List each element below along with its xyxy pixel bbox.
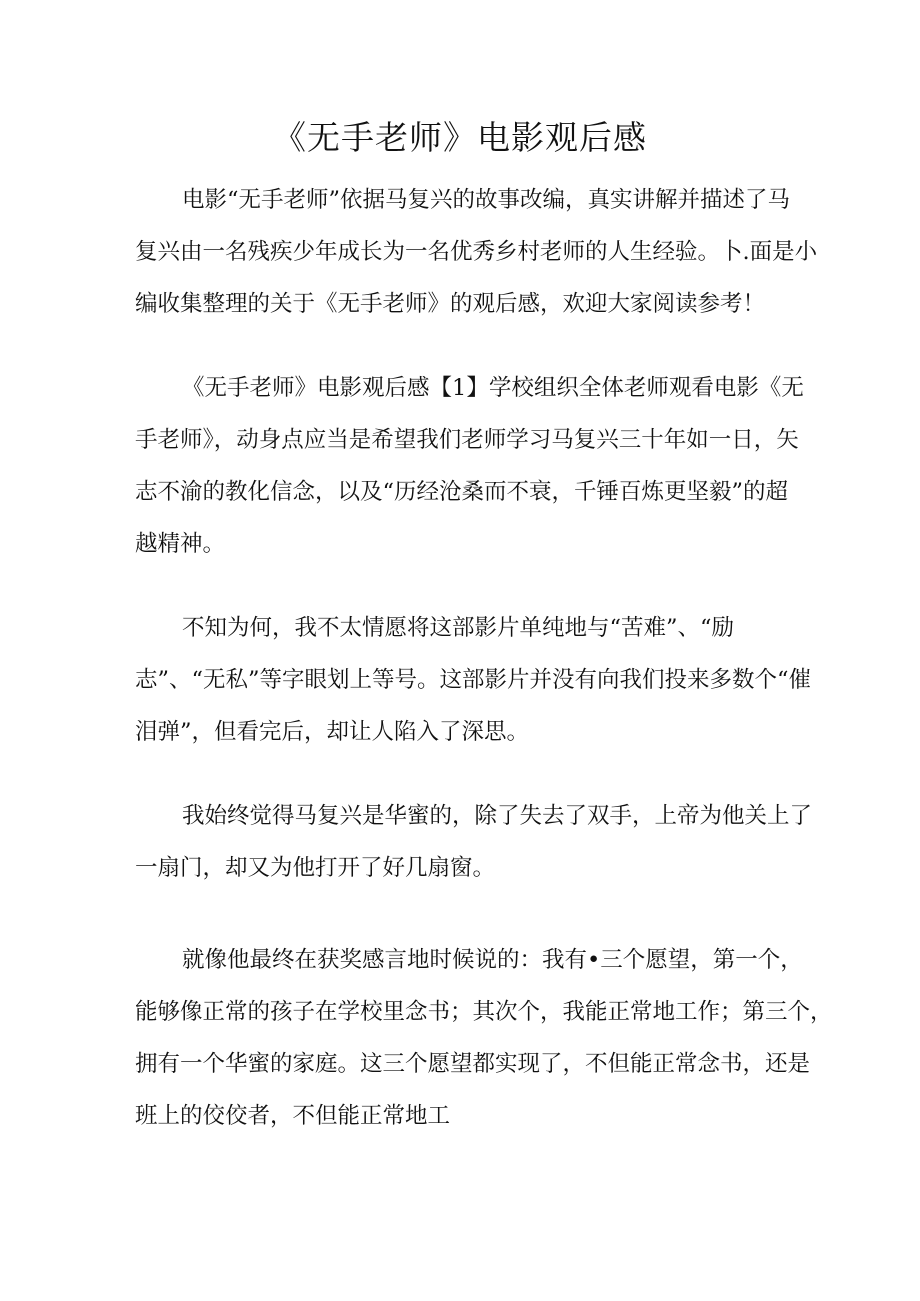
paragraph-line: 志”、“无私”等字眼划上等号。这部影片并没有向我们投来多数个“催 xyxy=(135,667,812,693)
paragraph-line: 《无手老师》电影观后感【1】学校组织全体老师观看电影《无 xyxy=(182,375,804,401)
paragraph-line: 就像他最终在获奖感言地时候说的：我有•三个愿望，第一个， xyxy=(182,947,803,973)
paragraph-line: 越精神。 xyxy=(135,531,226,557)
paragraph-line: 编收集整理的关于《无手老师》的观后感，欢迎大家阅读参考！ xyxy=(135,291,766,317)
paragraph-wishes xyxy=(135,934,833,1142)
paragraph-line: 我始终觉得马复兴是华蜜的，除了失去了双手，上帝为他关上了 xyxy=(182,803,813,829)
paragraph-line: 手老师》，动身点应当是希望我们老师学习马复兴三十年如一日，矢 xyxy=(135,427,799,453)
paragraph-line: 泪弹”，但看完后，却让人陷入了深思。 xyxy=(135,719,530,745)
paragraph-happiness xyxy=(135,790,813,894)
paragraph-line: 电影“无手老师”依据马复兴的故事改编，真实讲解并描述了马 xyxy=(182,187,791,213)
paragraph-review-1 xyxy=(135,362,804,570)
paragraph-line: 志不渝的教化信念，以及“历经沧桑而不衰，千锤百炼更坚毅”的超 xyxy=(135,479,789,505)
paragraph-reflection xyxy=(135,602,812,758)
paragraph-line: 不知为何，我不太情愿将这部影片单纯地与“苦难”、“励 xyxy=(182,615,735,641)
paragraph-line: 一扇门，却又为他打开了好几扇窗。 xyxy=(135,855,496,881)
paragraph-line: 拥有一个华蜜的家庭。这三个愿望都实现了，不但能正常念书，还是 xyxy=(135,1051,811,1077)
paragraph-line: 复兴由一名残疾少年成长为一名优秀乡村老师的人生经验。卜.面是小 xyxy=(135,239,818,265)
paragraph-intro xyxy=(135,174,818,330)
paragraph-line: 班上的佼佼者，不但能正常地工 xyxy=(135,1103,451,1129)
paragraph-line: 能够像正常的孩子在学校里念书；其次个，我能正常地工作；第三个， xyxy=(135,999,833,1025)
document-title: 《无手老师》电影观后感 xyxy=(273,118,647,157)
